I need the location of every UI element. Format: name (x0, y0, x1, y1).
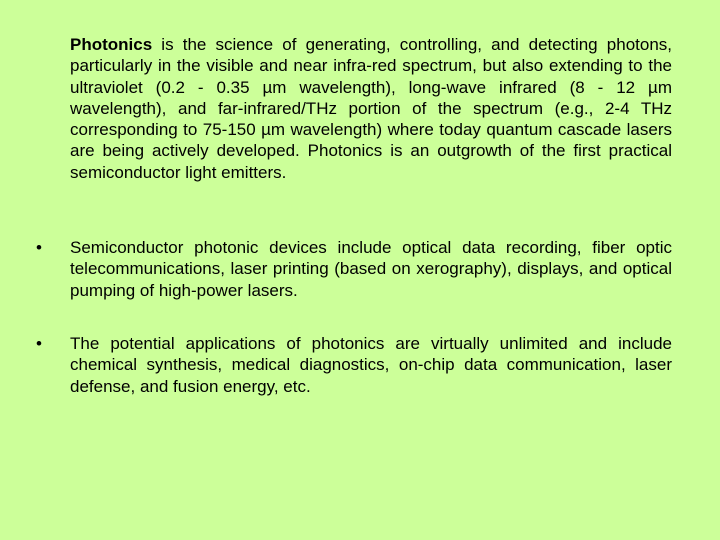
intro-paragraph (70, 34, 672, 183)
bullet-item-applications: The potential applications of photonics are virtually unlimited and include chemical synthesis, medical diagnostics, on-chip data communication, laser defense, and fusion energy, etc. (70, 334, 672, 396)
bullet-marker: • (36, 334, 42, 353)
photonics-term: Photonics (70, 35, 153, 54)
bullet-marker: • (36, 238, 42, 257)
intro-text: is the science of generating, controlling, and detecting photons, particularly in the visible and near infra-red spectrum, but also extending to the ultraviolet (0.2 - 0.35 µm wavelength), long-wave infrared (8 - 12 µm wavelength), and far-infrared/THz portion of the spectrum (e.g., 2-4 THz corresponding to 75-150 µm wavelength) where today quantum cascade lasers are being actively developed. Photonics is an outgrowth of the first practical semiconductor light emitters. (70, 35, 672, 182)
bullet-item-devices: Semiconductor photonic devices include optical data recording, fiber optic telecommunications, laser printing (based on xerography), displays, and optical pumping of high-power lasers. (70, 238, 672, 300)
